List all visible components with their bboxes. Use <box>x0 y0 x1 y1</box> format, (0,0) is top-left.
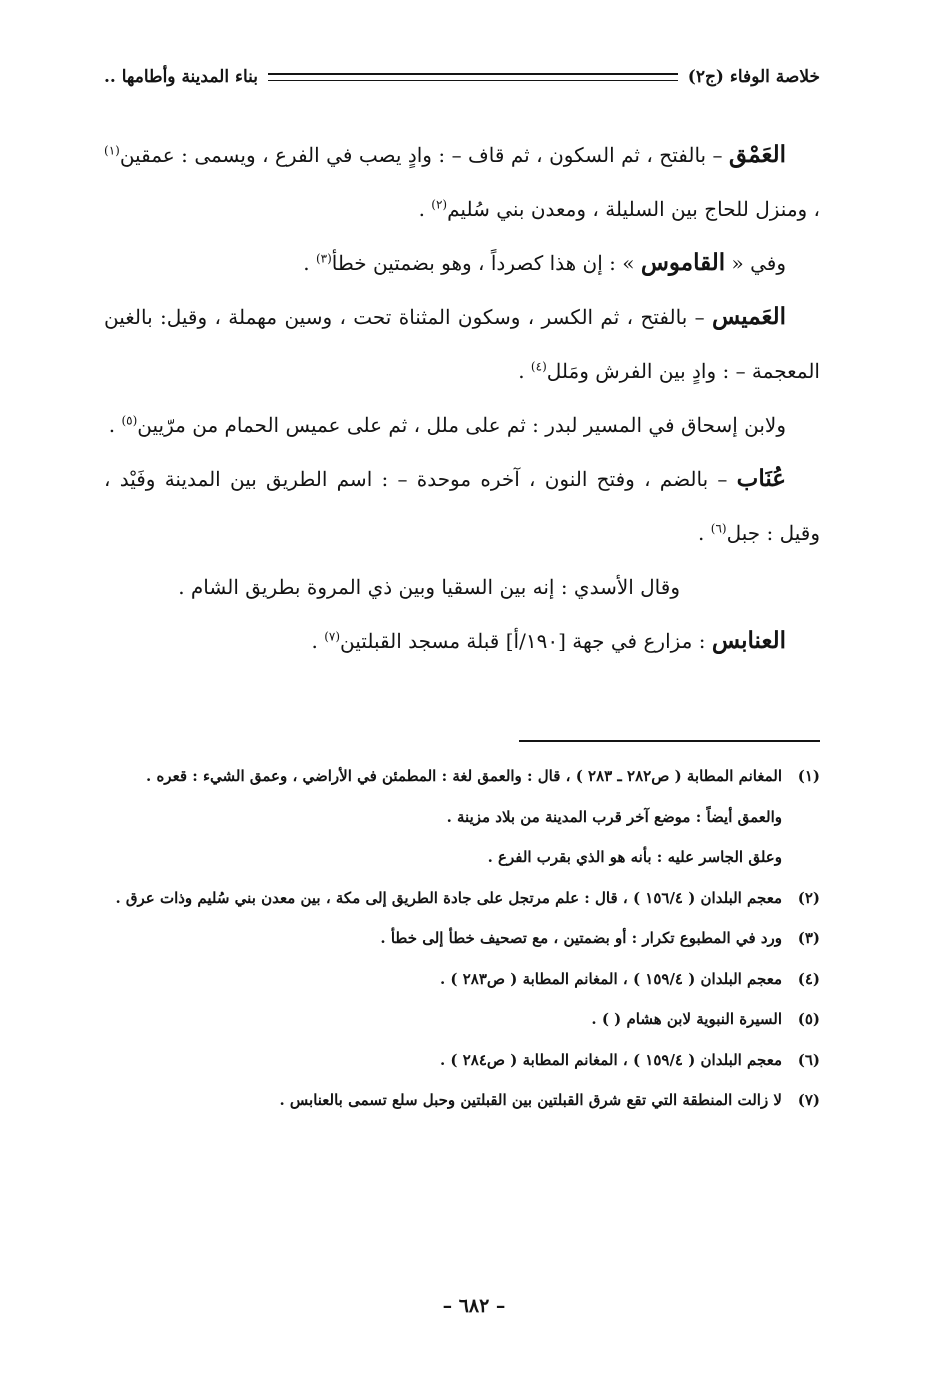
footnote-ref: (٧) <box>324 629 341 644</box>
footnote-text: معجم البلدان ( ١٥٩/٤ ) ، المغانم المطابة ( ص٢٨٤ ) . <box>439 1050 782 1069</box>
entry-ibn-ishaq-note <box>104 398 820 452</box>
footnote-text: معجم البلدان ( ١٥٦/٤ ) ، قال : علم مرتجل على جادة الطريق إلى مكة ، بين معدن بني سُليم وذات عرق . <box>115 888 782 907</box>
footnote-3 <box>104 918 820 959</box>
entry-text: – بالضم ، وفتح النون ، آخره موحدة – : اسم الطريق بين المدينة وفَيْد ، وقيل : جبل <box>104 467 820 545</box>
running-header <box>104 62 820 92</box>
entry-term: العَميس <box>711 303 786 330</box>
footnote-number: (٤) <box>797 969 820 988</box>
footnote-ref: (١) <box>104 143 120 158</box>
footnote-ref: (٥) <box>121 413 138 428</box>
entry-text: وقال الأسدي : إنه بين السقيا وبين ذي المروة بطريق الشام . <box>178 575 680 599</box>
entry-text: ولابن إسحاق في المسير لبدر : ثم على ملل ، ثم على عميس الحمام من مرّيين <box>137 413 786 437</box>
entry-term: العَمْق <box>729 141 786 168</box>
entry-text: – بالفتح ، ثم السكون ، ثم قاف – : وادٍ يصب في الفرع ، ويسمى : عمقين <box>119 143 730 167</box>
footnote-2 <box>104 878 820 919</box>
footnote-text: المغانم المطابة ( ص٢٨٢ ـ ٢٨٣ ) ، قال : والعمق لغة : المطمئن في الأراضي ، وعمق الشيء : قعره . <box>146 767 782 785</box>
footnote-text: السيرة النبوية لابن هشام ( ) . <box>591 1010 782 1028</box>
entry-end: . <box>108 413 122 437</box>
footnote-text: لا زالت المنطقة التي تقع شرق القبلتين بين القبلتين وحبل سلع تسمى بالعنابس . <box>279 1091 782 1109</box>
entry-al-amis <box>104 290 820 398</box>
entry-al-anabis <box>104 614 820 668</box>
footnote-number: (١) <box>797 767 820 785</box>
entry-unab <box>104 452 820 560</box>
footnote-ref: (٢) <box>431 197 448 212</box>
footnote-1-continuation: وعلق الجاسر عليه : بأنه هو الذي بقرب الفرع . <box>487 848 782 866</box>
entry-end: . <box>698 521 711 545</box>
entry-text: – بالفتح ، ثم الكسر ، وسكون المثناة تحت ، وسين مهملة ، وقيل: بالغين المعجمة – : وادٍ بين الفرش ومَلل <box>104 305 820 383</box>
footnote-number: (٣) <box>797 929 820 947</box>
main-text <box>104 128 820 668</box>
entry-text: » : إن هذا كصرداً ، وهو بضمتين خطأ <box>331 251 641 275</box>
footnote-1 <box>104 756 820 797</box>
footnote-number: (٢) <box>797 888 820 907</box>
footnote-ref: (٤) <box>530 359 547 374</box>
entry-text: : مزارع في جهة [١٩٠/أ] قبلة مسجد القبلتين <box>340 629 712 653</box>
footnote-1-continuation: والعمق أيضاً : موضع آخر قرب المدينة من بلاد مزينة . <box>446 807 782 826</box>
entry-end: . <box>518 359 531 383</box>
entry-al-amq <box>104 128 820 236</box>
entry-end: . <box>311 629 325 653</box>
entry-qamus-note <box>104 236 820 290</box>
footnote-4 <box>104 959 820 1000</box>
footnote-ref: (٦) <box>710 521 727 536</box>
entry-term: العنابس <box>711 627 786 654</box>
footnotes <box>104 756 820 1121</box>
source-title: القاموس <box>640 249 726 276</box>
entry-asadi-note <box>104 560 820 614</box>
footnote-text: معجم البلدان ( ١٥٩/٤ ) ، المغانم المطابة ( ص٢٨٣ ) . <box>439 969 782 988</box>
footnote-ref: (٣) <box>315 251 332 266</box>
header-book-title: خلاصة الوفاء (ج٢) <box>687 67 820 87</box>
footnote-text: ورد في المطبوع تكرار : أو بضمتين ، مع تصحيف خطأ إلى خطأ . <box>380 929 782 947</box>
entry-end: . <box>418 197 432 221</box>
entry-text: وفي « <box>725 251 786 275</box>
entry-term: عُنَاب <box>736 465 786 492</box>
footnote-6 <box>104 1040 820 1081</box>
footnote-number: (٦) <box>797 1050 820 1069</box>
entry-end: . <box>303 251 316 275</box>
header-chapter-title: بناء المدينة وأطامها .. <box>104 67 259 87</box>
entry-text: ، ومنزل للحاج بين السليلة ، ومعدن بني سُليم <box>447 197 820 221</box>
footnote-7 <box>104 1080 820 1121</box>
footnote-number: (٧) <box>797 1091 820 1109</box>
header-rule <box>268 73 678 81</box>
footnote-separator <box>519 740 820 742</box>
page-number: – ٦٨٢ – <box>442 1295 506 1317</box>
footnote-number: (٥) <box>797 1010 820 1028</box>
footnote-5 <box>104 999 820 1040</box>
